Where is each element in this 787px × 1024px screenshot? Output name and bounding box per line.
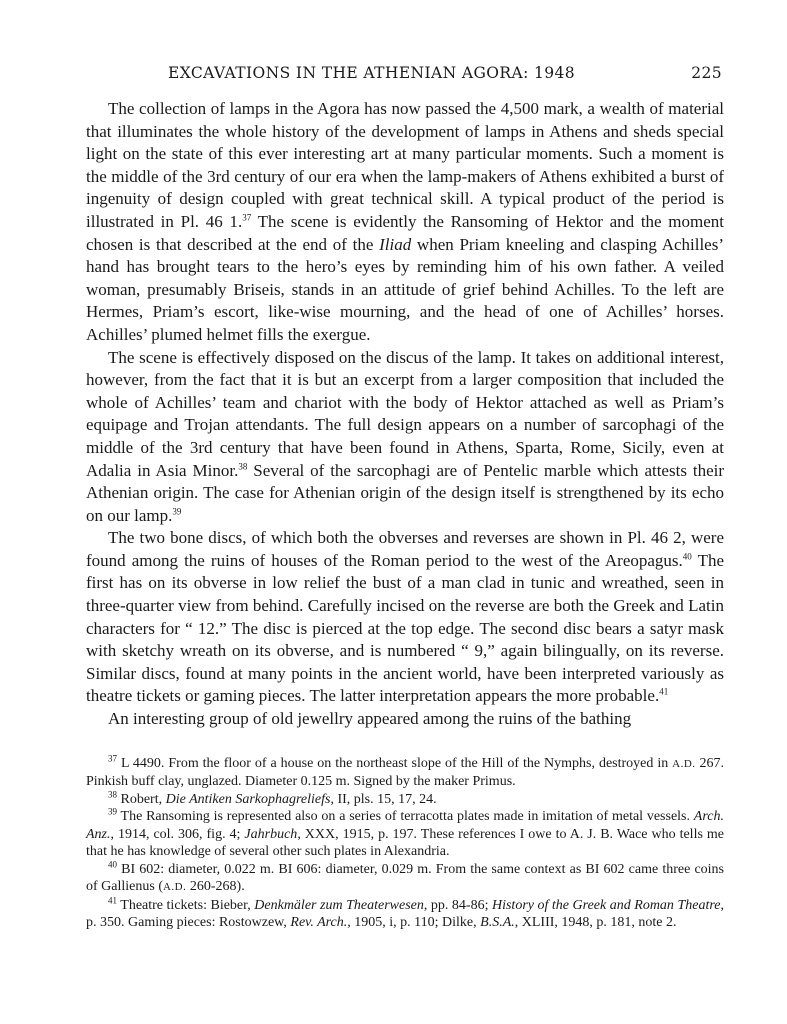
footnote-ref: 39 — [172, 506, 182, 517]
page — [86, 64, 724, 932]
page-number: 225 — [691, 64, 722, 82]
footnote-ref: 40 — [682, 551, 692, 562]
footnote-ref: 41 — [659, 686, 669, 697]
running-title: EXCAVATIONS IN THE ATHENIAN AGORA: 1948 — [168, 64, 576, 82]
text-run: A.D. — [162, 881, 187, 894]
footnote-ref: 41 — [108, 894, 117, 905]
text-run: The two bone discs, of which both the obverses and reverses are shown in Pl. 46 2, were found among the ruins of houses of the Roman period to the west of the Areopagus. — [86, 528, 724, 570]
text-run: , p. 350. Gaming pieces: Rostowzew, — [86, 897, 724, 931]
italic-text: Die Antiken Sarkophagreliefs — [165, 791, 331, 807]
footnote-ref: 40 — [108, 858, 117, 869]
paragraph-bone-discs — [86, 527, 724, 708]
paragraph-jewellry — [86, 708, 724, 731]
text-run: The Ransoming is represented also on a series of terracotta plates made in imitation of metal vessels. — [117, 809, 694, 825]
text-run: , XLIII, 1948, p. 181, note 2. — [514, 915, 677, 931]
footnotes — [86, 752, 724, 932]
italic-text: Iliad — [379, 234, 412, 254]
text-run: Several of the sarcophagi are of Pentelic marble which attests their Athenian origin. The case for Athenian origin of the design itself is strengthened by its echo on our lamp. — [86, 460, 724, 525]
text-run: Theatre tickets: Bieber, — [117, 897, 255, 913]
text-run: 267. Pinkish buff clay, unglazed. Diameter 0.125 m. Signed by the maker Primus. — [86, 755, 724, 790]
footnote-ref: 38 — [108, 788, 117, 799]
footnote-40 — [86, 858, 724, 897]
text-run: The first has on its obverse in low relief the bust of a man clad in tunic and wreathed, seen in three-quarter view from behind. Carefully incised on the reverse are both the Greek and Latin characters for “ 12.” The disc is pierced at the top edge. The second disc bears a satyr mask with sketchy wreath on its obverse, and is numbered “ 9,” again bilingually, on its reverse. Similar discs, found at many points in the ancient world, have been interpreted variously as theatre tickets or gaming pieces. The latter interpretation appears the more probable. — [86, 550, 724, 706]
text-run: BI 602: diameter, 0.022 m. BI 606: diameter, 0.029 m. From the same context as BI 602 came three coins of Gallienus ( — [86, 861, 724, 895]
italic-text: Rev. Arch. — [290, 915, 348, 931]
text-run: , XXX, 1915, p. 197. These references I owe to A. J. B. Wace who tells me that he has knowledge of several other such plates in Alexandria. — [86, 826, 724, 860]
body-text — [86, 98, 724, 731]
text-run: , 1905, i, p. 110; Dilke, — [347, 915, 481, 931]
text-run: 260-268). — [186, 879, 245, 895]
text-run: when Priam kneeling and clasping Achilles’ hand has brought tears to the hero’s eyes by reminding him of his own father. A veiled woman, presumably Briseis, stands in an attitude of grief behind Achilles. To the left are Hermes, Priam’s escort, like-wise mourning, and the head of one of Achilles’ horses. Achilles’ plumed helmet fills the exergue. — [86, 234, 725, 344]
running-header — [86, 64, 724, 86]
italic-text: Jahrbuch — [244, 826, 298, 842]
text-run: The scene is evidently the Ransoming of Hektor and the moment chosen is that described at the end of the — [86, 211, 724, 254]
text-run: , 1914, col. 306, fig. 4; — [110, 826, 245, 842]
footnote-ref: 39 — [108, 806, 117, 817]
text-run: , II, pls. 15, 17, 24. — [330, 791, 437, 807]
footnote-37 — [86, 752, 724, 791]
italic-text: Arch. Anz. — [86, 809, 724, 842]
text-run: A.D. — [672, 757, 696, 770]
footnote-ref: 37 — [108, 752, 117, 763]
text-run: Robert, — [117, 791, 166, 807]
footnote-38 — [86, 788, 724, 809]
paragraph-lamps — [86, 98, 724, 347]
italic-text: History of the Greek and Roman Theatre — [491, 897, 721, 913]
footnote-ref: 38 — [238, 460, 248, 471]
text-run: L 4490. From the floor of a house on the northeast slope of the Hill of the Nymphs, destroyed in — [117, 755, 673, 771]
italic-text: B.S.A. — [480, 915, 515, 931]
text-run: An interesting group of old jewellry appeared among the ruins of the bathing — [108, 709, 632, 729]
italic-text: Denkmäler zum Theaterwesen — [254, 897, 424, 913]
footnote-ref: 37 — [242, 212, 252, 223]
paragraph-discus — [86, 347, 724, 528]
text-run: The collection of lamps in the Agora has now passed the 4,500 mark, a wealth of material that illuminates the whole history of the development of lamps in Athens and sheds special light on the state of this ever interesting art at many particular moments. Such a moment is the middle of the 3rd century of our era when the lamp-makers of Athens exhibited a burst of ingenuity of design coupled with great technical skill. A typical product of the period is illustrated in Pl. 46 1. — [86, 99, 724, 231]
footnote-41 — [86, 894, 724, 932]
text-run: , pp. 84-86; — [423, 897, 492, 913]
text-run: The scene is effectively disposed on the discus of the lamp. It takes on additional interest, however, from the fact that it is but an excerpt from a larger composition that included the whole of Achilles’ team and chariot with the body of Hektor attached as well as Priam’s equipage and Trojan attendants. The full design appears on a number of sarcophagi of the middle of the 3rd century that have been found in Athens, Sparta, Rome, Sicily, even at Adalia in Asia Minor. — [86, 347, 724, 480]
footnote-39 — [86, 808, 724, 861]
